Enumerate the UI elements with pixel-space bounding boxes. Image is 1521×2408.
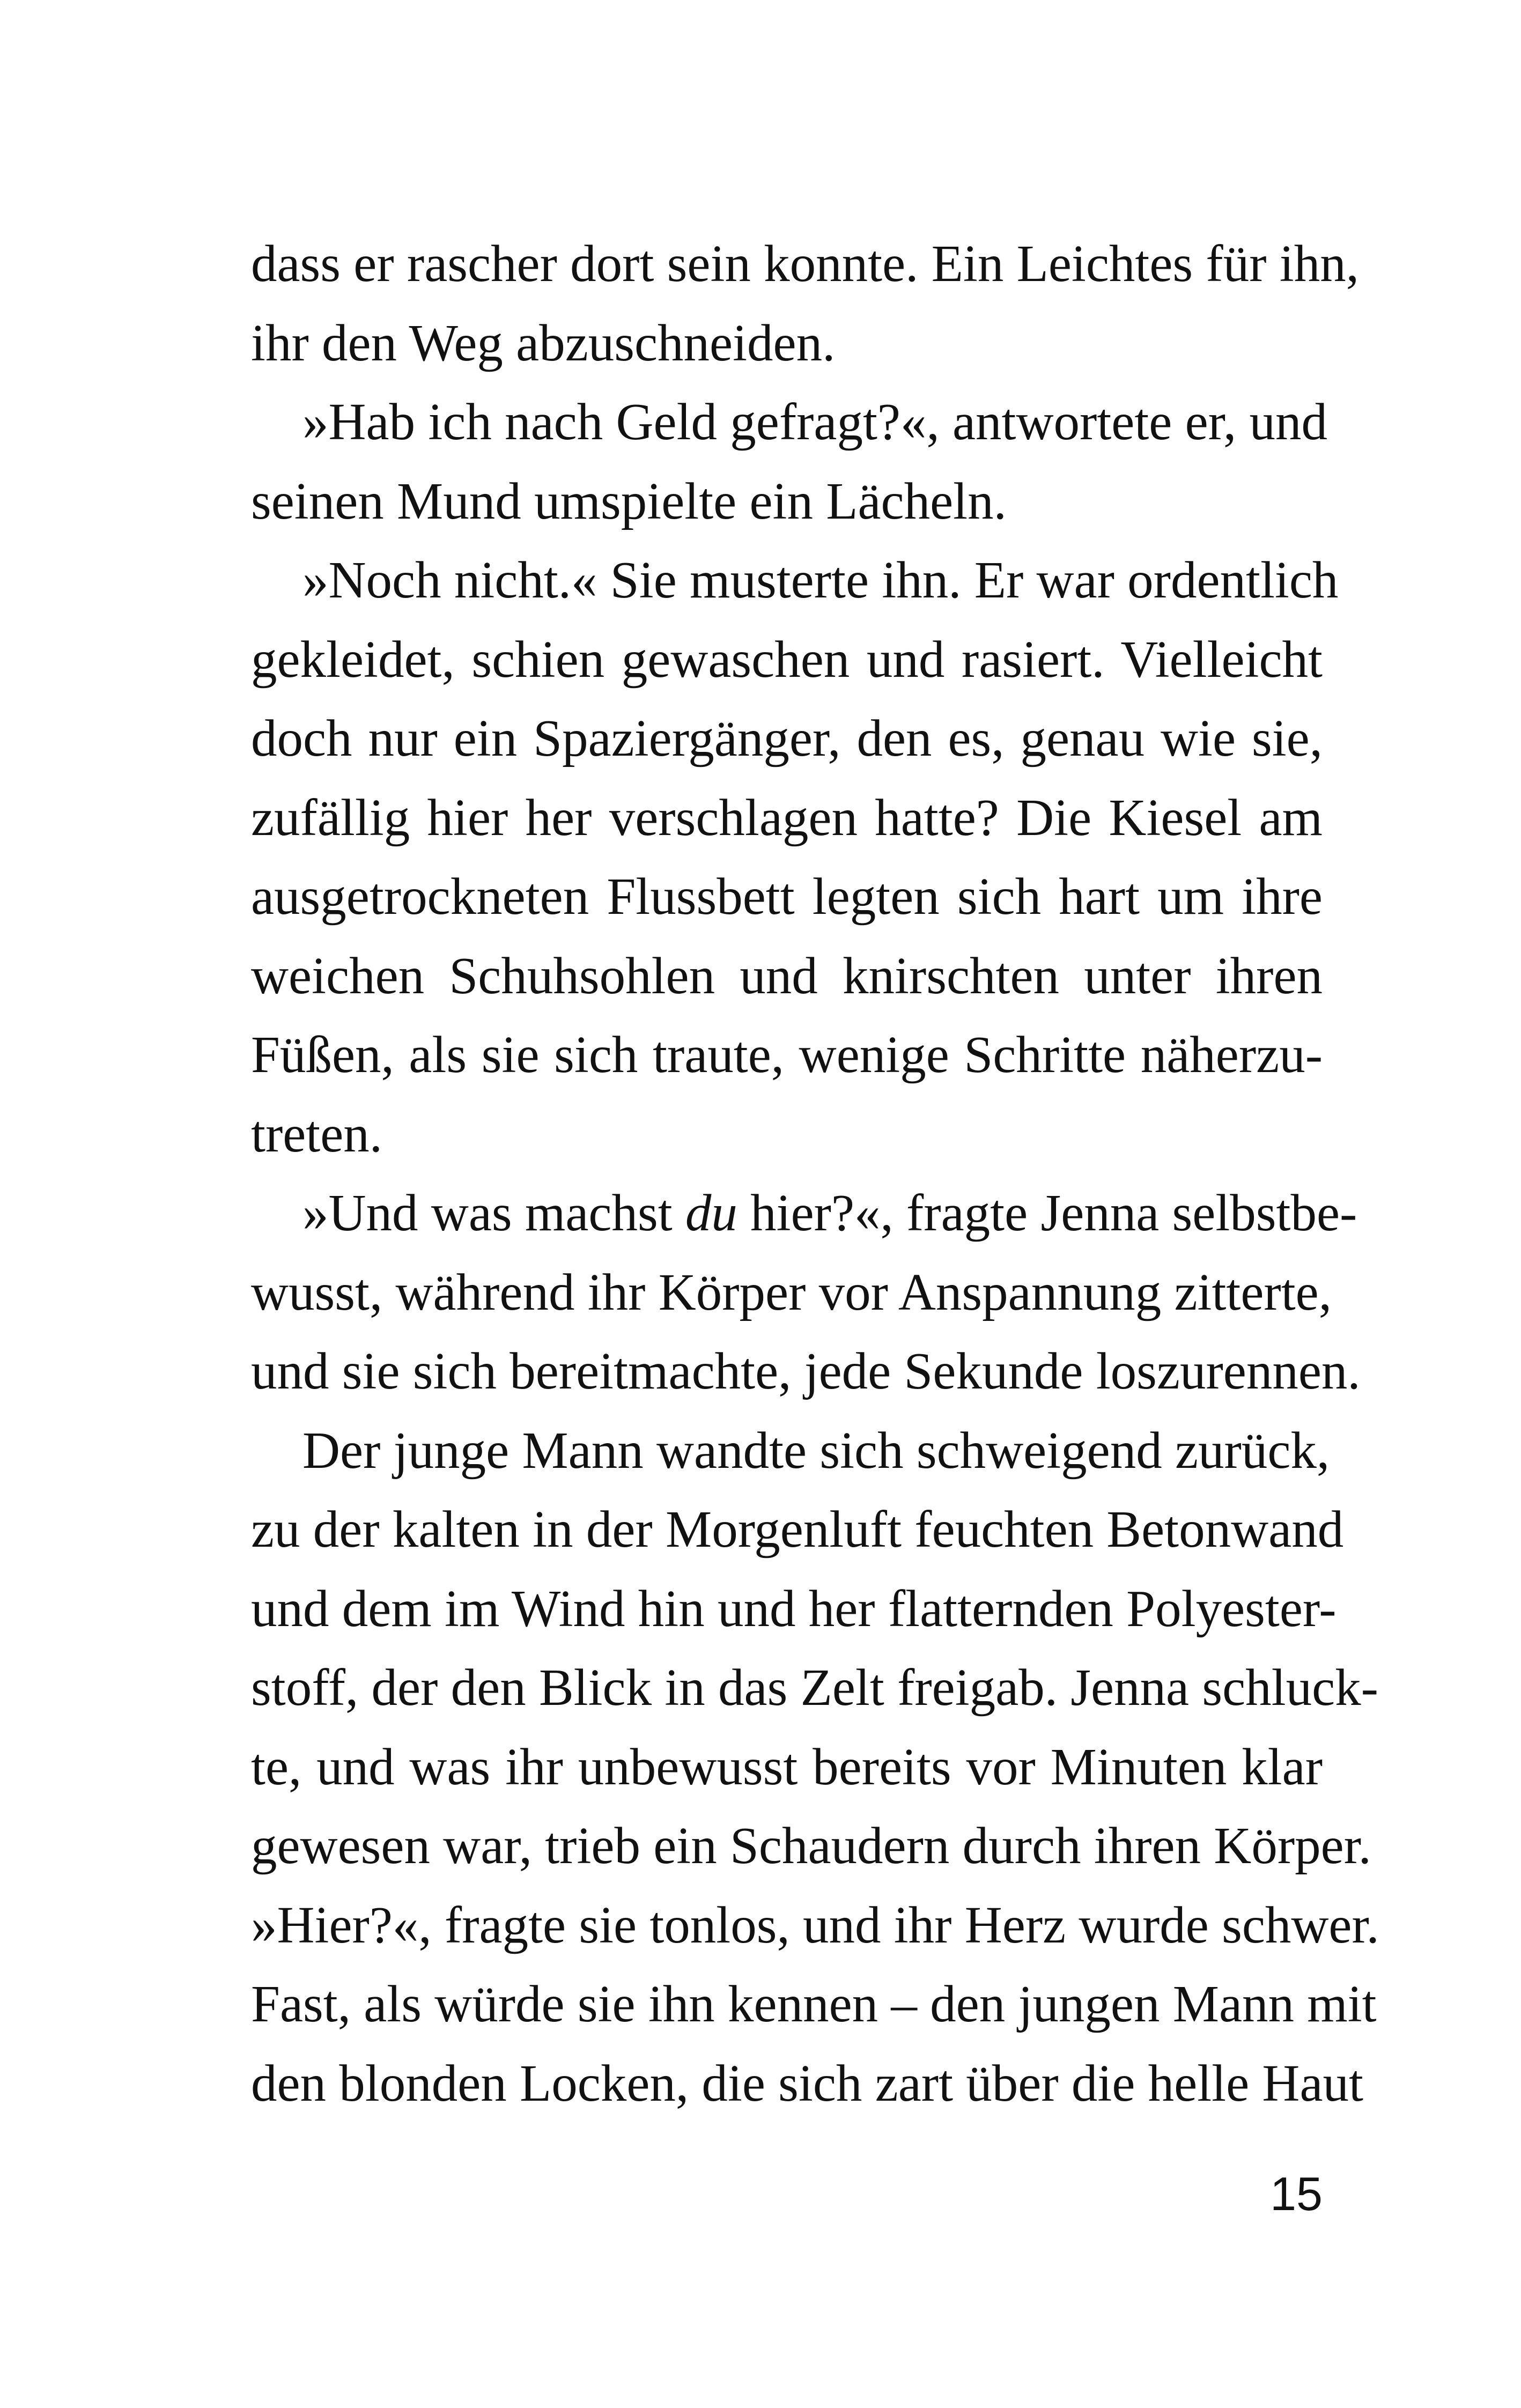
text-line [251,1173,1357,1253]
text-segment: hier?«, fragte Jenna selbstbe- [737,1184,1357,1242]
text-line: weichen Schuhsohlen und knirschten unter ihren [251,947,1323,1004]
text-line: Füßen, als sie sich traute, wenige Schritte näherzu- [251,1026,1323,1083]
page-number: 15 [1270,2167,1323,2220]
text-line: wusst, während ihr Körper vor Anspannung zitterte, [251,1263,1332,1321]
text-line: und sie sich bereitmachte, jede Sekunde loszurennen. [251,1342,1361,1400]
text-line: »Noch nicht.« Sie musterte ihn. Er war ordentlich [302,551,1339,609]
text-line: dass er rascher dort sein konnte. Ein Leichtes für ihn, [251,235,1359,292]
body-text [251,224,1379,2123]
text-line: Der junge Mann wandte sich schweigend zurück, [302,1421,1330,1479]
text-line: gekleidet, schien gewaschen und rasiert. Vielleicht [251,630,1323,688]
emphasis-text: du [685,1184,737,1242]
text-line: ausgetrockneten Flussbett legten sich hart um ihre [251,868,1323,925]
text-line: den blonden Locken, die sich zart über die helle Haut [251,2054,1363,2112]
text-line: und dem im Wind hin und her flatternden Polyester- [251,1579,1337,1637]
text-line: zufällig hier her verschlagen hatte? Die Kiesel am [251,788,1323,846]
text-line: stoff, der den Blick in das Zelt freigab. Jenna schluck- [251,1659,1378,1716]
text-line: doch nur ein Spaziergänger, den es, genau wie sie, [251,710,1323,767]
text-line: te, und was ihr unbewusst bereits vor Minuten klar [251,1738,1323,1796]
text-line: Fast, als würde sie ihn kennen – den jungen Mann mit [251,1975,1377,2033]
text-line: ihr den Weg abzuschneiden. [251,314,836,372]
text-line: gewesen war, trieb ein Schaudern durch ihren Körper. [251,1817,1371,1874]
text-line: seinen Mund umspielte ein Lächeln. [251,472,1007,530]
text-line: treten. [251,1105,383,1163]
text-line: »Hier?«, fragte sie tonlos, und ihr Herz wurde schwer. [251,1896,1379,1954]
text-line: zu der kalten in der Morgenluft feuchten Betonwand [251,1501,1344,1558]
text-segment: »Und was machst [302,1184,685,1242]
text-line: »Hab ich nach Geld gefragt?«, antwortete er, und [302,393,1328,450]
